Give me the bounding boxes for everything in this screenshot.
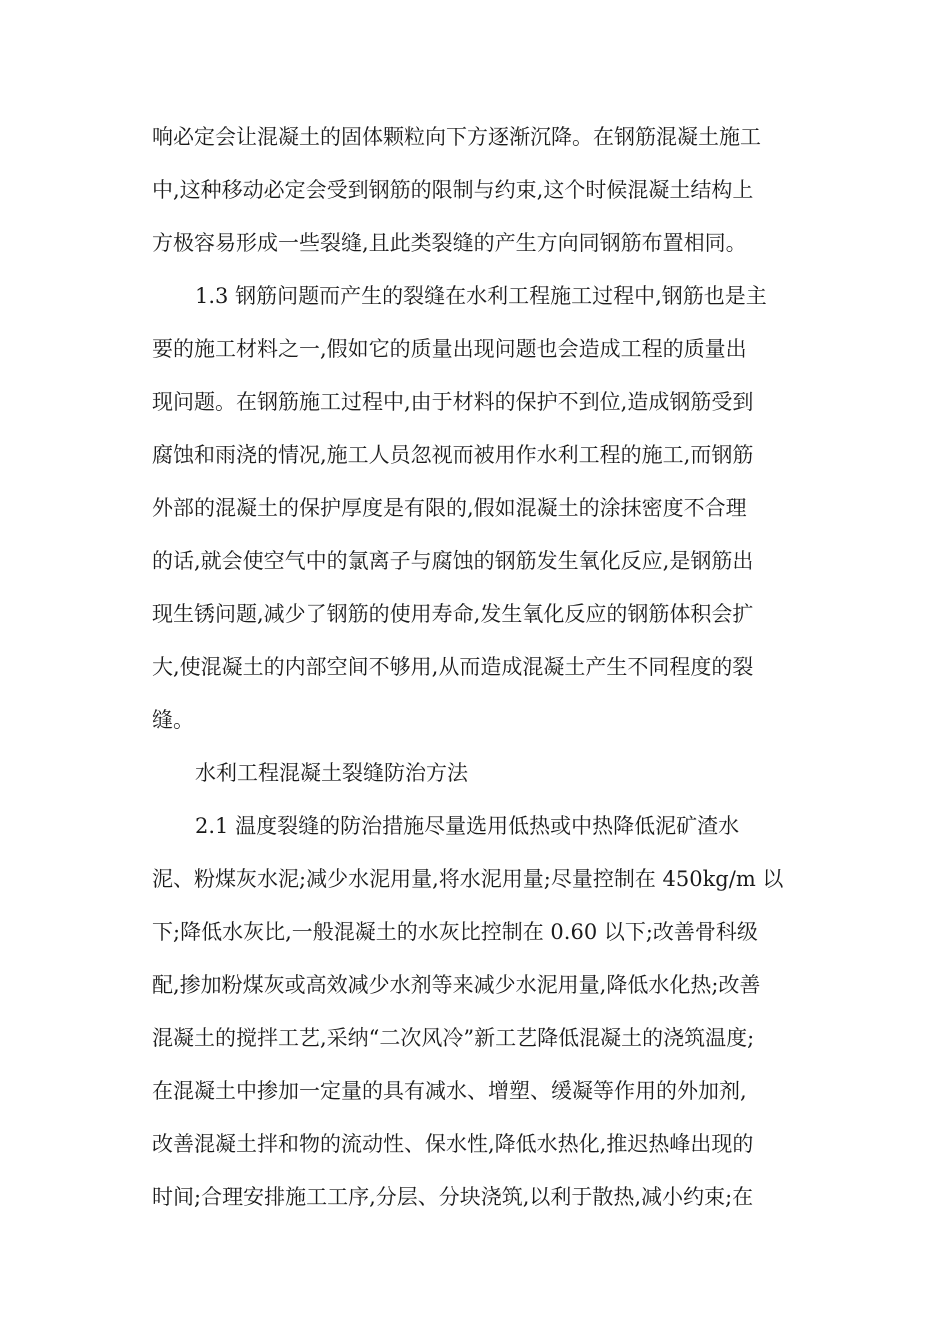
text-line: 方极容易形成一些裂缝,且此类裂缝的产生方向同钢筋布置相同。 [152,231,747,255]
text-line: 在混凝土中掺加一定量的具有减水、增塑、缓凝等作用的外加剂, [152,1079,747,1103]
text-line: 2.1 温度裂缝的防治措施尽量选用低热或中热降低泥矿渣水 [195,814,740,838]
text-line: 的话,就会使空气中的氯离子与腐蚀的钢筋发生氧化反应,是钢筋出 [152,549,754,573]
text-line: 外部的混凝土的保护厚度是有限的,假如混凝土的涂抹密度不合理 [152,496,747,520]
section-heading: 水利工程混凝土裂缝防治方法 [195,761,468,785]
text-line: 混凝土的搅拌工艺,采纳“二次风冷”新工艺降低混凝土的浇筑温度; [152,1026,755,1050]
text-line: 下;降低水灰比,一般混凝土的水灰比控制在 0.60 以下;改善骨科级 [152,920,758,944]
text-line: 中,这种移动必定会受到钢筋的限制与约束,这个时候混凝土结构上 [152,178,754,202]
text-line: 要的施工材料之一,假如它的质量出现问题也会造成工程的质量出 [152,337,747,361]
text-line: 缝。 [152,708,194,732]
text-line: 时间;合理安排施工工序,分层、分块浇筑,以利于散热,减小约束;在 [152,1185,754,1209]
text-line: 大,使混凝土的内部空间不够用,从而造成混凝土产生不同程度的裂 [152,655,754,679]
text-line: 配,掺加粉煤灰或高效减少水剂等来减少水泥用量,降低水化热;改善 [152,973,761,997]
text-line: 1.3 钢筋问题而产生的裂缝在水利工程施工过程中,钢筋也是主 [195,284,767,308]
text-line: 改善混凝土拌和物的流动性、保水性,降低水热化,推迟热峰出现的 [152,1132,754,1156]
text-line: 响必定会让混凝土的固体颗粒向下方逐渐沉降。在钢筋混凝土施工 [152,125,761,149]
text-line: 现生锈问题,减少了钢筋的使用寿命,发生氧化反应的钢筋体积会扩 [152,602,754,626]
text-line: 泥、粉煤灰水泥;减少水泥用量,将水泥用量;尽量控制在 450kg/m 以 [152,867,784,891]
text-line: 现问题。在钢筋施工过程中,由于材料的保护不到位,造成钢筋受到 [152,390,754,414]
text-line: 腐蚀和雨浇的情况,施工人员忽视而被用作水利工程的施工,而钢筋 [152,443,754,467]
